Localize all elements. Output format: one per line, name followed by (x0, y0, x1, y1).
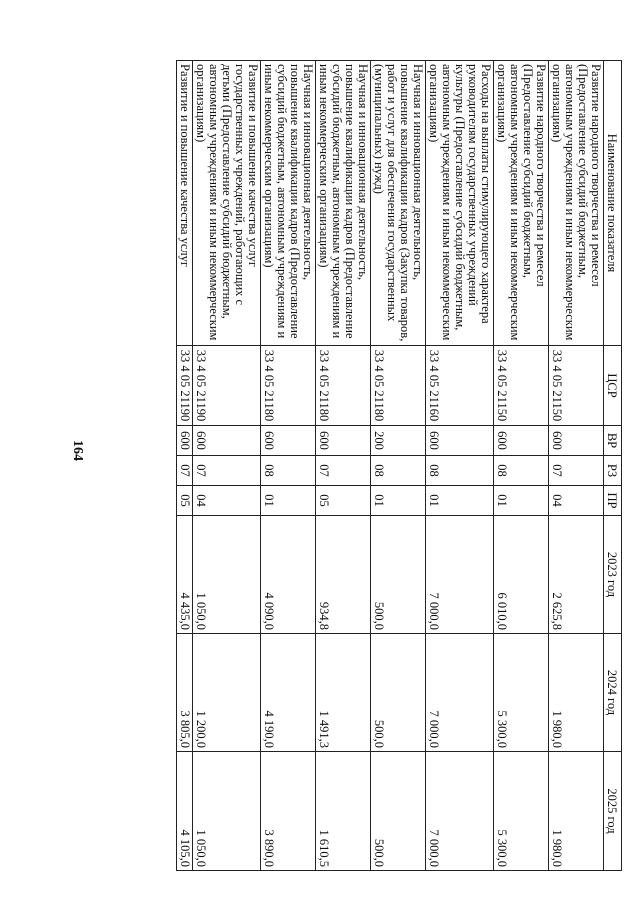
header-vr: ВР (604, 426, 622, 456)
header-2023: 2023 год (604, 516, 622, 634)
cell-2024: 5 300,0 (494, 634, 549, 752)
cell-csr: 33 4 05 21180 (261, 346, 316, 426)
cell-pr: 01 (261, 486, 316, 516)
cell-rz: 08 (494, 456, 549, 486)
cell-pr: 01 (494, 486, 549, 516)
cell-rz: 07 (177, 456, 193, 486)
cell-vr: 600 (549, 426, 604, 456)
cell-name: Развитие народного творчества и ремесел (Предоставление субсидий бюджетным, автономным учреждениям и иным некоммерческим организациям) (549, 61, 604, 346)
header-2025: 2025 год (604, 752, 622, 871)
cell-name: Научная и инновационная деятельность, повышение квалификации кадров (Предоставление субсидий бюджетным, автономным учреждениям и иным некоммерческим организациям) (316, 61, 371, 346)
cell-vr: 600 (193, 426, 261, 456)
cell-2025: 5 300,0 (494, 752, 549, 871)
cell-2024: 3 805,0 (177, 634, 193, 752)
budget-table (176, 60, 622, 871)
table-row (549, 61, 604, 871)
cell-pr: 04 (193, 486, 261, 516)
cell-pr: 04 (549, 486, 604, 516)
cell-rz: 08 (426, 456, 494, 486)
table-row (193, 61, 261, 871)
cell-name: Развитие и повышение качества услуг (177, 61, 193, 346)
cell-2023: 934,8 (316, 516, 371, 634)
table-body (177, 61, 604, 871)
header-csr: ЦСР (604, 346, 622, 426)
table-row (494, 61, 549, 871)
cell-pr: 01 (426, 486, 494, 516)
cell-2024: 500,0 (371, 634, 426, 752)
cell-rz: 07 (316, 456, 371, 486)
cell-2025: 3 890,0 (261, 752, 316, 871)
table-row (371, 61, 426, 871)
cell-pr: 05 (316, 486, 371, 516)
header-rz: РЗ (604, 456, 622, 486)
cell-pr: 01 (371, 486, 426, 516)
cell-rz: 08 (371, 456, 426, 486)
cell-rz: 07 (549, 456, 604, 486)
cell-csr: 33 4 05 21160 (426, 346, 494, 426)
cell-csr: 33 4 05 21180 (371, 346, 426, 426)
cell-csr: 33 4 05 21150 (494, 346, 549, 426)
header-2024: 2024 год (604, 634, 622, 752)
cell-2024: 1 491,3 (316, 634, 371, 752)
cell-2025: 1 980,0 (549, 752, 604, 871)
cell-csr: 33 4 05 21150 (549, 346, 604, 426)
cell-name: Развитие народного творчества и ремесел (Предоставление субсидий бюджетным, автономным учреждениям и иным некоммерческим организациям) (494, 61, 549, 346)
table-header-row (604, 61, 622, 871)
cell-name: Научная и инновационная деятельность, повышение квалификации кадров (Закупка товаров, работ и услуг для обеспечения государственных (муниципальных) нужд) (371, 61, 426, 346)
cell-rz: 08 (261, 456, 316, 486)
cell-2023: 7 000,0 (426, 516, 494, 634)
cell-2024: 7 000,0 (426, 634, 494, 752)
cell-2024: 1 200,0 (193, 634, 261, 752)
table-row (316, 61, 371, 871)
cell-2023: 4 090,0 (261, 516, 316, 634)
cell-2023: 1 050,0 (193, 516, 261, 634)
table-row (261, 61, 316, 871)
cell-vr: 600 (177, 426, 193, 456)
cell-2023: 2 625,8 (549, 516, 604, 634)
table-row (426, 61, 494, 871)
cell-2025: 7 000,0 (426, 752, 494, 871)
cell-vr: 600 (316, 426, 371, 456)
cell-vr: 600 (426, 426, 494, 456)
cell-vr: 600 (261, 426, 316, 456)
cell-csr: 33 4 05 21190 (193, 346, 261, 426)
cell-vr: 600 (494, 426, 549, 456)
cell-name: Научная и инновационная деятельность, повышение квалификации кадров (Предоставление субсидий бюджетным, автономным учреждениям и иным некоммерческим организациям) (261, 61, 316, 346)
cell-2023: 6 010,0 (494, 516, 549, 634)
header-name: Наименование показателя (604, 61, 622, 346)
cell-name: Развитие и повышение качества услуг государственных учреждений, работающих с детьми (Предоставление субсидий бюджетным, автономным учреждениям и иным некоммерческим организациям) (193, 61, 261, 346)
cell-pr: 05 (177, 486, 193, 516)
header-pr: ПР (604, 486, 622, 516)
cell-2025: 4 105,0 (177, 752, 193, 871)
cell-csr: 33 4 05 21180 (316, 346, 371, 426)
cell-csr: 33 4 05 21190 (177, 346, 193, 426)
cell-2023: 500,0 (371, 516, 426, 634)
cell-2023: 4 435,0 (177, 516, 193, 634)
table-row (177, 61, 193, 871)
page-number: 164 (70, 440, 85, 461)
cell-2025: 1 610,5 (316, 752, 371, 871)
cell-2024: 4 190,0 (261, 634, 316, 752)
cell-name: Расходы на выплаты стимулирующего характера руководителям государственных учреждений культуры (Предоставление субсидий бюджетным, автономным учреждениям и иным некоммерческим организациям) (426, 61, 494, 346)
cell-vr: 200 (371, 426, 426, 456)
cell-rz: 07 (193, 456, 261, 486)
cell-2024: 1 980,0 (549, 634, 604, 752)
cell-2025: 500,0 (371, 752, 426, 871)
cell-2025: 1 050,0 (193, 752, 261, 871)
